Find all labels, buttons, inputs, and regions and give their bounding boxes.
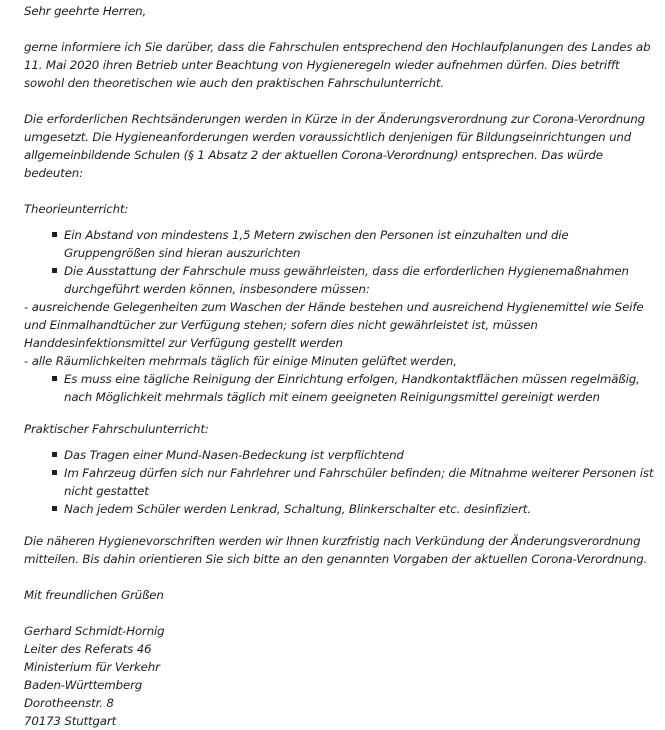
list-item: Das Tragen einer Mund-Nasen-Bedeckung ist verpflichtend [24, 446, 660, 464]
list-item: Ein Abstand von mindestens 1,5 Metern zwischen den Personen ist einzuhalten und die Gruppengrößen sind hieran auszurichten [24, 226, 660, 262]
regulations-paragraph: Die erforderlichen Rechtsänderungen werden in Kürze in der Änderungsverordnung zur Corona-Verordnung umgesetzt. Die Hygieneanforderungen werden voraussichtlich denjenigen für Bildungseinrichtungen und allgemeinbildende Schulen (§ 1 Absatz 2 der aktuellen Corona-Verordnung) entsprechen. Das würde bedeuten: [24, 112, 646, 180]
signature-ministry: Ministerium für Verkehr [24, 660, 160, 674]
closing-paragraph: Die näheren Hygienevorschriften werden wir Ihnen kurzfristig nach Verkündung der Änderungsverordnung mitteilen. Bis dahin orientieren Sie sich bitte an den genannten Vorgaben der aktuellen Corona-Verordnung. [24, 534, 648, 566]
sub-list [24, 298, 660, 370]
signature-street: Dorotheenstr. 8 [24, 696, 114, 710]
signature-name: Gerhard Schmidt-Hornig [24, 624, 165, 638]
theory-heading: Theorieunterricht: [24, 202, 129, 216]
dash-symbol: - [24, 300, 29, 314]
sub-list-item-text: ausreichende Gelegenheiten zum Waschen der Hände bestehen und ausreichend Hygienemittel wie Seife und Einmalhandtücher zur Verfügung stehen; sofern dies nicht gewährleistet ist, müssen Handdesinfektionsmittel zur Verfügung gestellt werden [24, 300, 644, 350]
dash-symbol: - [24, 354, 29, 368]
list-item: Es muss eine tägliche Reinigung der Einrichtung erfolgen, Handkontaktflächen müssen regelmäßig, nach Möglichkeit mehrmals täglich mit einem geeigneten Reinigungsmittel gereinigt werden [24, 370, 660, 406]
signature-state: Baden-Württemberg [24, 678, 143, 692]
greeting: Mit freundlichen Grüßen [24, 588, 164, 602]
sub-list-item [24, 352, 660, 370]
signature-block [24, 622, 660, 730]
sub-list-item-text: alle Räumlichkeiten mehrmals täglich für einige Minuten gelüftet werden, [31, 354, 457, 368]
theory-list [24, 226, 660, 406]
list-item-text: Die Ausstattung der Fahrschule muss gewährleisten, dass die erforderlichen Hygienemaßnahmen durchgeführt werden können, insbesondere müssen: [64, 264, 629, 296]
letter-body [24, 2, 660, 730]
list-item: Im Fahrzeug dürfen sich nur Fahrlehrer und Fahrschüler befinden; die Mitnahme weiterer Personen ist nicht gestattet [24, 464, 660, 500]
list-item [24, 262, 660, 370]
list-item: Nach jedem Schüler werden Lenkrad, Schaltung, Blinkerschalter etc. desinfiziert. [24, 500, 660, 518]
signature-role: Leiter des Referats 46 [24, 642, 152, 656]
signature-city: 70173 Stuttgart [24, 714, 117, 728]
practice-heading: Praktischer Fahrschulunterricht: [24, 422, 209, 436]
sub-list-item [24, 298, 660, 352]
salutation: Sehr geehrte Herren, [24, 4, 147, 18]
practice-list [24, 446, 660, 518]
intro-paragraph: gerne informiere ich Sie darüber, dass die Fahrschulen entsprechend den Hochlaufplanungen des Landes ab 11. Mai 2020 ihren Betrieb unter Beachtung von Hygieneregeln wieder aufnehmen dürfen. Dies betrifft sowohl den theoretischen wie auch den praktischen Fahrschulunterricht. [24, 40, 651, 90]
